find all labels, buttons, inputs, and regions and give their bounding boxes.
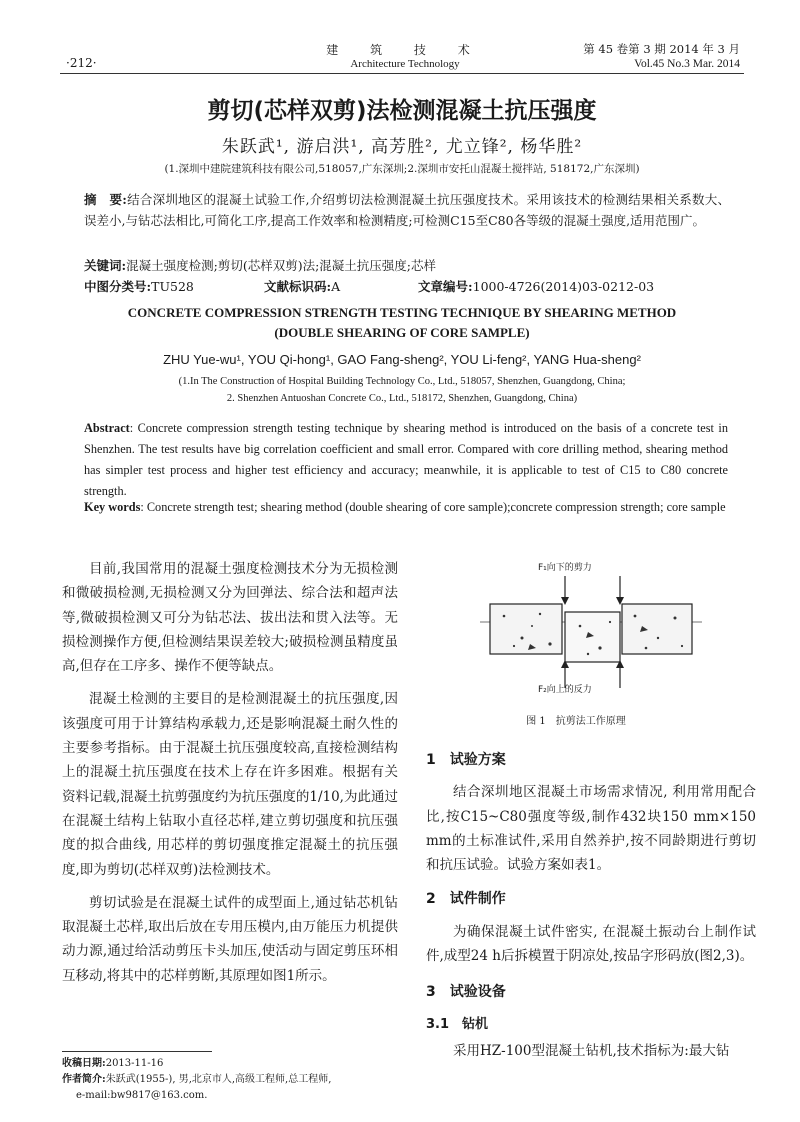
paper-title-en-line1: CONCRETE COMPRESSION STRENGTH TESTING TECHNIQUE BY SHEARING METHOD xyxy=(127,305,677,320)
section-heading: 1 试验方案 xyxy=(426,752,506,768)
affiliation-cn: (1.深圳中建院建筑科技有限公司,518057,广东深圳;2.深圳市安托山混凝土搅拌站, 518172,广东深圳) xyxy=(164,163,640,175)
body-paragraph: 混凝土检测的主要目的是检测混凝土的抗压强度,因该强度可用于计算结构承载力,还是影响混凝土耐久性的主要参考指标。由于混凝土抗压强度较高,直接检测结构上的混凝土抗压强度在技术上存在许多困难。根据有关资料记载,混凝土抗剪强度约为抗压强度的1/10,为此通过在混凝土结构上钻取小直径芯样,建立剪切强度和抗压强度的拟合曲线, 用芯样的剪切强度推定混凝土的抗压强度,即为剪切(芯样双剪)法检测技术。 xyxy=(62,691,398,878)
article-number xyxy=(418,277,654,295)
abstract-en-label: Abstract xyxy=(84,421,130,435)
figure-1-caption: 图 1 抗剪法工作原理 xyxy=(526,716,626,727)
paper-title-cn: 剪切(芯样双剪)法检测混凝土抗压强度 xyxy=(207,98,597,124)
abstract-cn-label: 摘 要: xyxy=(84,192,127,207)
keywords-en-label: Key words xyxy=(84,500,141,514)
section-text: 结合深圳地区混凝土市场需求情况, 利用常用配合比,按C15~C80强度等级,制作432块150 mm×150 mm的土标准试件,采用自然养护,按不同龄期进行剪切和抗压试验。试验方案如表1。 xyxy=(426,784,756,874)
subsection-heading: 3.1 钻机 xyxy=(426,1016,489,1032)
section-text: 为确保混凝土试件密实, 在混凝土振动台上制作试件,成型24 h后拆模置于阴凉处,按品字形码放(图2,3)。 xyxy=(426,923,756,965)
author-bio-value: 朱跃武(1955-), 男,北京市人,高级工程师,总工程师, xyxy=(105,1074,332,1085)
keywords-en-text: : Concrete strength test; shearing method (double shearing of core sample);concrete compression strength; core sample xyxy=(140,500,726,514)
header-rule xyxy=(60,73,744,74)
paper-title-en xyxy=(60,303,744,343)
doc-code xyxy=(264,277,340,295)
fixed-block-left xyxy=(490,604,562,654)
affiliation-en-1: (1.In The Construction of Hospital Building Technology Co., Ltd., 518057, Shenzhen, Guangdong, China; xyxy=(178,376,626,387)
footnote-rule xyxy=(62,1051,212,1052)
journal-name-cn: 建 筑 技 术 xyxy=(326,43,484,57)
moving-block-center xyxy=(565,612,620,662)
body-paragraph: 目前,我国常用的混凝土强度检测技术分为无损检测和微破损检测,无损检测又分为回弹法、综合法和超声法等,微破损检测又可分为钻芯法、拔出法和贯入法等。无损检测操作方便,但检测结果误差较大;破损检测虽精度虽高,但存在工序多、操作不便等缺点。 xyxy=(62,561,398,675)
subsection-text: 采用HZ-100型混凝土钻机,技术指标为:最大钻 xyxy=(453,1042,730,1059)
keywords-en xyxy=(84,497,728,518)
issue-info-en: Vol.45 No.3 Mar. 2014 xyxy=(634,58,740,70)
doc-label: 文献标识码: xyxy=(264,279,332,294)
clc-code xyxy=(84,277,194,295)
section-heading: 3 试验设备 xyxy=(426,984,506,1001)
keywords-cn-text: 混凝土强度检测;剪切(芯样双剪)法;混凝土抗压强度;芯样 xyxy=(126,258,437,273)
body-paragraph: 剪切试验是在混凝土试件的成型面上,通过钻芯机钻取混凝土芯样,取出后放在专用压模内,由万能压力机提供动力源,通过给活动剪压卡头加压,使活动与固定剪压环相互移动,将其中的芯样剪断,其原理如图1所示。 xyxy=(62,894,398,984)
author-bio-label: 作者简介: xyxy=(62,1074,106,1085)
figure-bottom-label: F₂向上的反力 xyxy=(538,685,592,695)
paper-title-en-line2: (DOUBLE SHEARING OF CORE SAMPLE) xyxy=(274,325,530,340)
section-heading: 2 试件制作 xyxy=(426,891,506,908)
shear-principle-diagram xyxy=(470,556,710,696)
received-value: 2013-11-16 xyxy=(105,1058,164,1069)
affiliation-en-2: 2. Shenzhen Antuoshan Concrete Co., Ltd., 518172, Shenzhen, Guangdong, China) xyxy=(226,393,578,404)
clc-label: 中图分类号: xyxy=(84,279,152,294)
keywords-cn xyxy=(84,256,730,274)
abstract-en-text: : Concrete compression strength testing technique by shearing method is introduced on the basis of a concrete test in Shenzhen. The test results have big correlation coefficient and small error. Compared with core drilling method, shearing method has simpler test process and higher test efficiency and accuracy; meanwhile, it is applicable to test of C15 to C80 concrete strength. xyxy=(84,421,728,498)
page-number: ·212· xyxy=(66,56,97,70)
clc-value: TU528 xyxy=(151,279,194,294)
footnote xyxy=(62,1056,398,1104)
abstract-cn xyxy=(84,189,730,231)
right-column-body xyxy=(426,748,756,1063)
figure-1 xyxy=(470,556,710,696)
received-date xyxy=(62,1056,398,1072)
received-label: 收稿日期: xyxy=(62,1058,106,1069)
author-bio xyxy=(62,1072,398,1088)
issue-info-cn: 第 45 卷第 3 期 2014 年 3 月 xyxy=(583,42,740,56)
authors-cn: 朱跃武¹, 游启洪¹, 高芳胜², 尤立锋², 杨华胜² xyxy=(221,137,583,157)
figure-top-label: F₁向下的剪力 xyxy=(538,563,592,573)
doc-value: A xyxy=(331,279,341,294)
article-label: 文章编号: xyxy=(418,279,473,294)
author-email: e-mail:bw9817@163.com. xyxy=(76,1090,208,1101)
left-column-body xyxy=(62,557,398,988)
abstract-cn-text: 结合深圳地区的混凝土试验工作,介绍剪切法检测混凝土抗压强度技术。采用该技术的检测结果相关系数大、误差小,与钻芯法相比,可简化工序,提高工作效率和检测精度;可检测C15至C80各等级的混凝土强度,适用范围广。 xyxy=(84,192,730,228)
keywords-cn-label: 关键词: xyxy=(84,258,127,273)
article-value: 1000-4726(2014)03-0212-03 xyxy=(472,279,655,294)
authors-en: ZHU Yue-wu¹, YOU Qi-hong¹, GAO Fang-sheng², YOU Li-feng², YANG Hua-sheng² xyxy=(163,352,641,367)
journal-name-en: Architecture Technology xyxy=(350,58,460,70)
abstract-en xyxy=(84,418,728,502)
